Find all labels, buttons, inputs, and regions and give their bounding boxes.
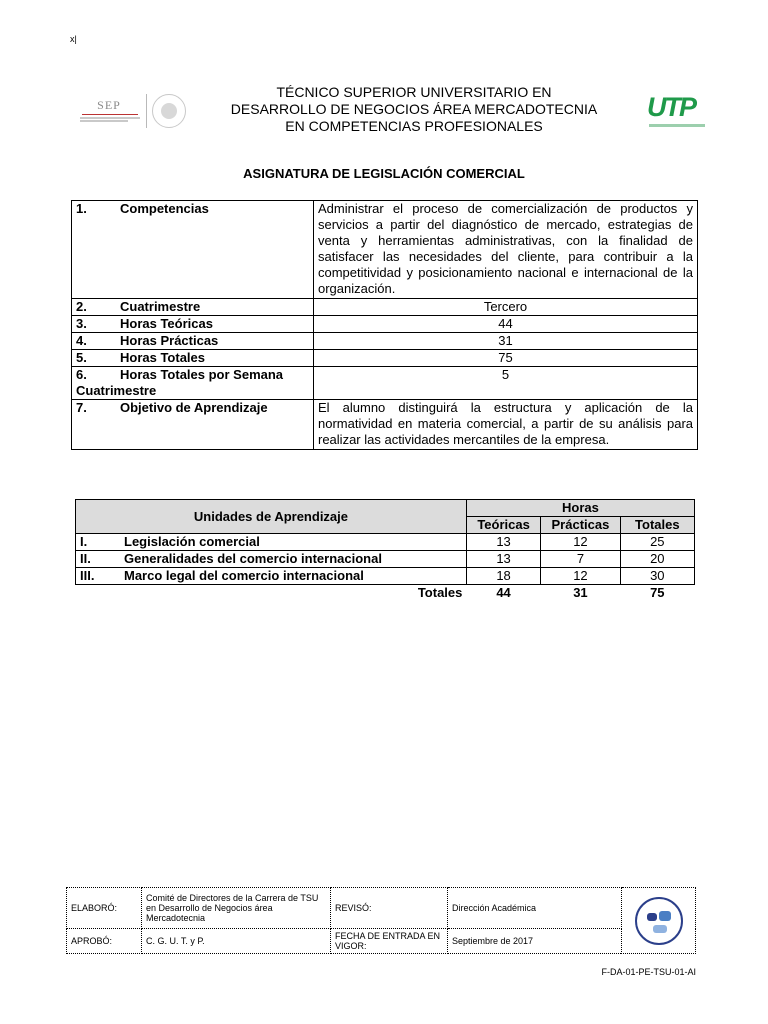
table-row <box>76 534 695 551</box>
info-number: 3. <box>76 316 87 331</box>
info-label-cell <box>72 333 314 350</box>
info-value: Tercero <box>314 299 698 316</box>
info-label: Horas Totales <box>120 350 206 365</box>
info-label-cell <box>72 299 314 316</box>
reviso-value: Dirección Académica <box>448 888 622 929</box>
unit-label: Marco legal del comercio internacional <box>124 568 364 583</box>
info-number: 7. <box>76 400 87 415</box>
fecha-label: FECHA DE ENTRADA EN VIGOR: <box>331 929 448 954</box>
unit-practice: 7 <box>541 551 620 568</box>
info-value: 31 <box>314 333 698 350</box>
info-label-cell <box>72 350 314 367</box>
quality-seal-icon <box>635 897 683 945</box>
subject-info-table <box>71 200 698 450</box>
unit-label: Legislación comercial <box>124 534 260 549</box>
unit-name <box>76 534 467 551</box>
unit-theory: 13 <box>466 551 540 568</box>
sep-logo-line <box>82 114 138 115</box>
practice-column-header: Prácticas <box>541 517 620 534</box>
info-row-cuatrimestre <box>72 299 698 316</box>
info-label: Horas Totales por Semana Cuatrimestre <box>76 367 284 398</box>
elaboro-value: Comité de Directores de la Carrera de TSU en Desarrollo de Negocios área Mercadotecnia <box>142 888 331 929</box>
info-row-objetivo <box>72 400 698 450</box>
unit-name <box>76 551 467 568</box>
info-row-horas-teoricas <box>72 316 698 333</box>
utp-logo-subtitle <box>649 124 705 127</box>
info-label: Cuatrimestre <box>120 299 201 314</box>
table-row <box>76 551 695 568</box>
totals-theory: 44 <box>496 585 511 600</box>
unit-name <box>76 568 467 585</box>
info-number: 5. <box>76 350 87 365</box>
info-value: 75 <box>314 350 698 367</box>
info-label-cell <box>72 201 314 299</box>
aprobo-value: C. G. U. T. y P. <box>142 929 331 954</box>
program-title-line1: TÉCNICO SUPERIOR UNIVERSITARIO EN <box>276 84 552 100</box>
reviso-label: REVISÓ: <box>331 888 448 929</box>
elaboro-label: ELABORÓ: <box>67 888 142 929</box>
approval-footer-table <box>66 887 696 954</box>
unit-theory: 18 <box>466 568 540 585</box>
info-number: 1. <box>76 201 87 216</box>
info-value: Administrar el proceso de comercialización de productos y servicios a partir del diagnóstico de mercado, estrategias de venta y herramientas administrativas, con la finalidad de satisfacer las necesidades del cliente, para contribuir a la competitividad y posicionamiento nacional e internacional de la organización. <box>314 201 698 299</box>
program-title-line3: EN COMPETENCIAS PROFESIONALES <box>285 118 543 134</box>
sep-logo-subtitle <box>80 117 140 123</box>
info-number: 6. <box>76 367 87 382</box>
info-label-cell <box>72 367 314 400</box>
info-label: Horas Teóricas <box>120 316 213 331</box>
sep-logo-divider <box>146 94 147 128</box>
info-label: Horas Prácticas <box>120 333 219 348</box>
info-row-horas-practicas <box>72 333 698 350</box>
units-header: Unidades de Aprendizaje <box>76 500 467 534</box>
info-number: 4. <box>76 333 87 348</box>
info-row-horas-semana <box>72 367 698 400</box>
unit-roman: II. <box>80 551 91 566</box>
info-row-horas-totales <box>72 350 698 367</box>
corner-mark: x| <box>70 34 77 44</box>
info-label: Competencias <box>120 201 209 216</box>
totals-label: Totales <box>417 585 463 600</box>
unit-theory: 13 <box>466 534 540 551</box>
mexico-seal-icon <box>152 94 186 128</box>
sep-logo <box>78 92 190 132</box>
unit-roman: III. <box>80 568 95 583</box>
unit-total: 20 <box>620 551 694 568</box>
info-value: 5 <box>314 367 698 400</box>
unit-label: Generalidades del comercio internacional <box>124 551 382 566</box>
fecha-value: Septiembre de 2017 <box>448 929 622 954</box>
info-label: Objetivo de Aprendizaje <box>120 400 268 415</box>
theory-column-header: Teóricas <box>466 517 540 534</box>
info-label-cell <box>72 400 314 450</box>
totals-row <box>76 585 695 602</box>
subject-title: ASIGNATURA DE LEGISLACIÓN COMERCIAL <box>243 166 525 181</box>
info-number: 2. <box>76 299 87 314</box>
info-value: El alumno distinguirá la estructura y aplicación de la normatividad en materia comercial, a partir de su análisis para realizar las actividades mercantiles de la empresa. <box>314 400 698 450</box>
footer-logo-cell <box>622 888 696 954</box>
document-code: F-DA-01-PE-TSU-01-AI <box>601 967 696 977</box>
sep-logo-text: SEP <box>97 98 121 112</box>
totals-practice: 31 <box>573 585 588 600</box>
unit-total: 30 <box>620 568 694 585</box>
total-column-header: Totales <box>620 517 694 534</box>
program-title-line2: DESARROLLO DE NEGOCIOS ÁREA MERCADOTECNIA <box>230 101 598 117</box>
utp-logo-text: UTP <box>647 92 695 122</box>
totals-total: 75 <box>650 585 665 600</box>
info-row-competencias <box>72 201 698 299</box>
units-table <box>75 499 695 601</box>
hours-header: Horas <box>466 500 694 517</box>
utp-logo <box>645 92 707 132</box>
unit-practice: 12 <box>541 568 620 585</box>
unit-roman: I. <box>80 534 88 549</box>
table-row <box>76 568 695 585</box>
unit-practice: 12 <box>541 534 620 551</box>
unit-total: 25 <box>620 534 694 551</box>
program-title <box>200 84 628 135</box>
info-value: 44 <box>314 316 698 333</box>
aprobo-label: APROBÓ: <box>67 929 142 954</box>
info-label-cell <box>72 316 314 333</box>
